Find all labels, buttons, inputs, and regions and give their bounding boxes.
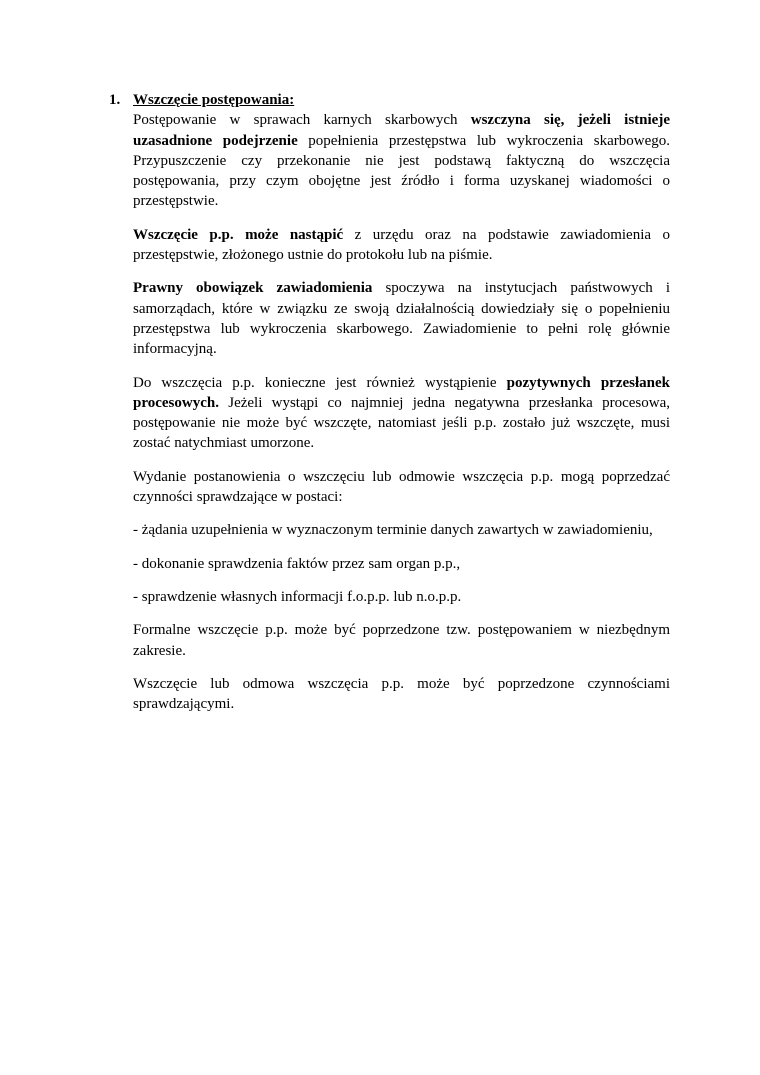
emphasis-text: pozytywnych przesłanek procesowych.	[133, 374, 670, 411]
paragraph-text: spoczywa na instytucjach państwowych i samorządach, które w związku ze swoją działalnością dowiedziały się o popełnieniu przestępstwa lub wykroczenia skarbowego. Zawiadomienie to pełni rolę głównie informacyjną.	[133, 280, 671, 358]
paragraph-text: Postępowanie w sprawach karnych skarbowych	[133, 112, 471, 129]
paragraph-initiation-mode	[133, 225, 670, 266]
list-item: - dokonanie sprawdzenia faktów przez sam organ p.p.,	[133, 555, 461, 572]
emphasis-text: Prawny obowiązek zawiadomienia	[133, 280, 373, 297]
emphasis-text: Wszczęcie p.p. może nastąpić	[133, 226, 344, 243]
paragraph-text: z urzędu oraz na podstawie zawiadomienia o przestępstwie, złożonego ustnie do protokołu lub na piśmie.	[133, 226, 670, 264]
paragraph-formal-initiation: Formalne wszczęcie p.p. może być poprzedzone tzw. postępowaniem w niezbędnym zakresie.	[133, 622, 670, 659]
section-title: Wszczęcie postępowania:	[133, 92, 295, 108]
paragraph-text: popełnienia przestępstwa lub wykroczenia skarbowego. Przypuszczenie czy przekonanie nie jest podstawą faktyczną do wszczęcia postępowania, przy czym obojętne jest źródło i forma uzyskanej wiadomości o przestępstwie.	[133, 132, 671, 210]
paragraph-initiation-basis	[133, 110, 670, 211]
section-number: 1.	[109, 92, 121, 108]
section-heading	[109, 90, 670, 110]
paragraph-refusal: Wszczęcie lub odmowa wszczęcia p.p. może być poprzedzone czynnościami sprawdzającymi.	[133, 675, 670, 713]
paragraph-verification-intro: Wydanie postanowienia o wszczęciu lub odmowie wszczęcia p.p. mogą poprzedzać czynności sprawdzające w postaci:	[133, 468, 670, 506]
emphasis-text: wszczyna się, jeżeli istnieje uzasadnione podejrzenie	[133, 112, 670, 149]
paragraph-text: Do wszczęcia p.p. konieczne jest również wystąpienie	[133, 374, 507, 391]
paragraph-notification-duty	[133, 278, 670, 359]
list-item: - sprawdzenie własnych informacji f.o.p.p. lub n.o.p.p.	[133, 588, 462, 605]
document-body	[109, 90, 671, 727]
paragraph-text: Jeżeli wystąpi co najmniej jedna negatywna przesłanka procesowa, postępowanie nie może być wszczęte, natomiast jeśli p.p. zostało już wszczęte, musi zostać natychmiast umorzone.	[133, 394, 670, 452]
paragraph-procedural-conditions	[133, 373, 670, 454]
list-item: - żądania uzupełnienia w wyznaczonym terminie danych zawartych w zawiadomieniu,	[133, 522, 653, 539]
